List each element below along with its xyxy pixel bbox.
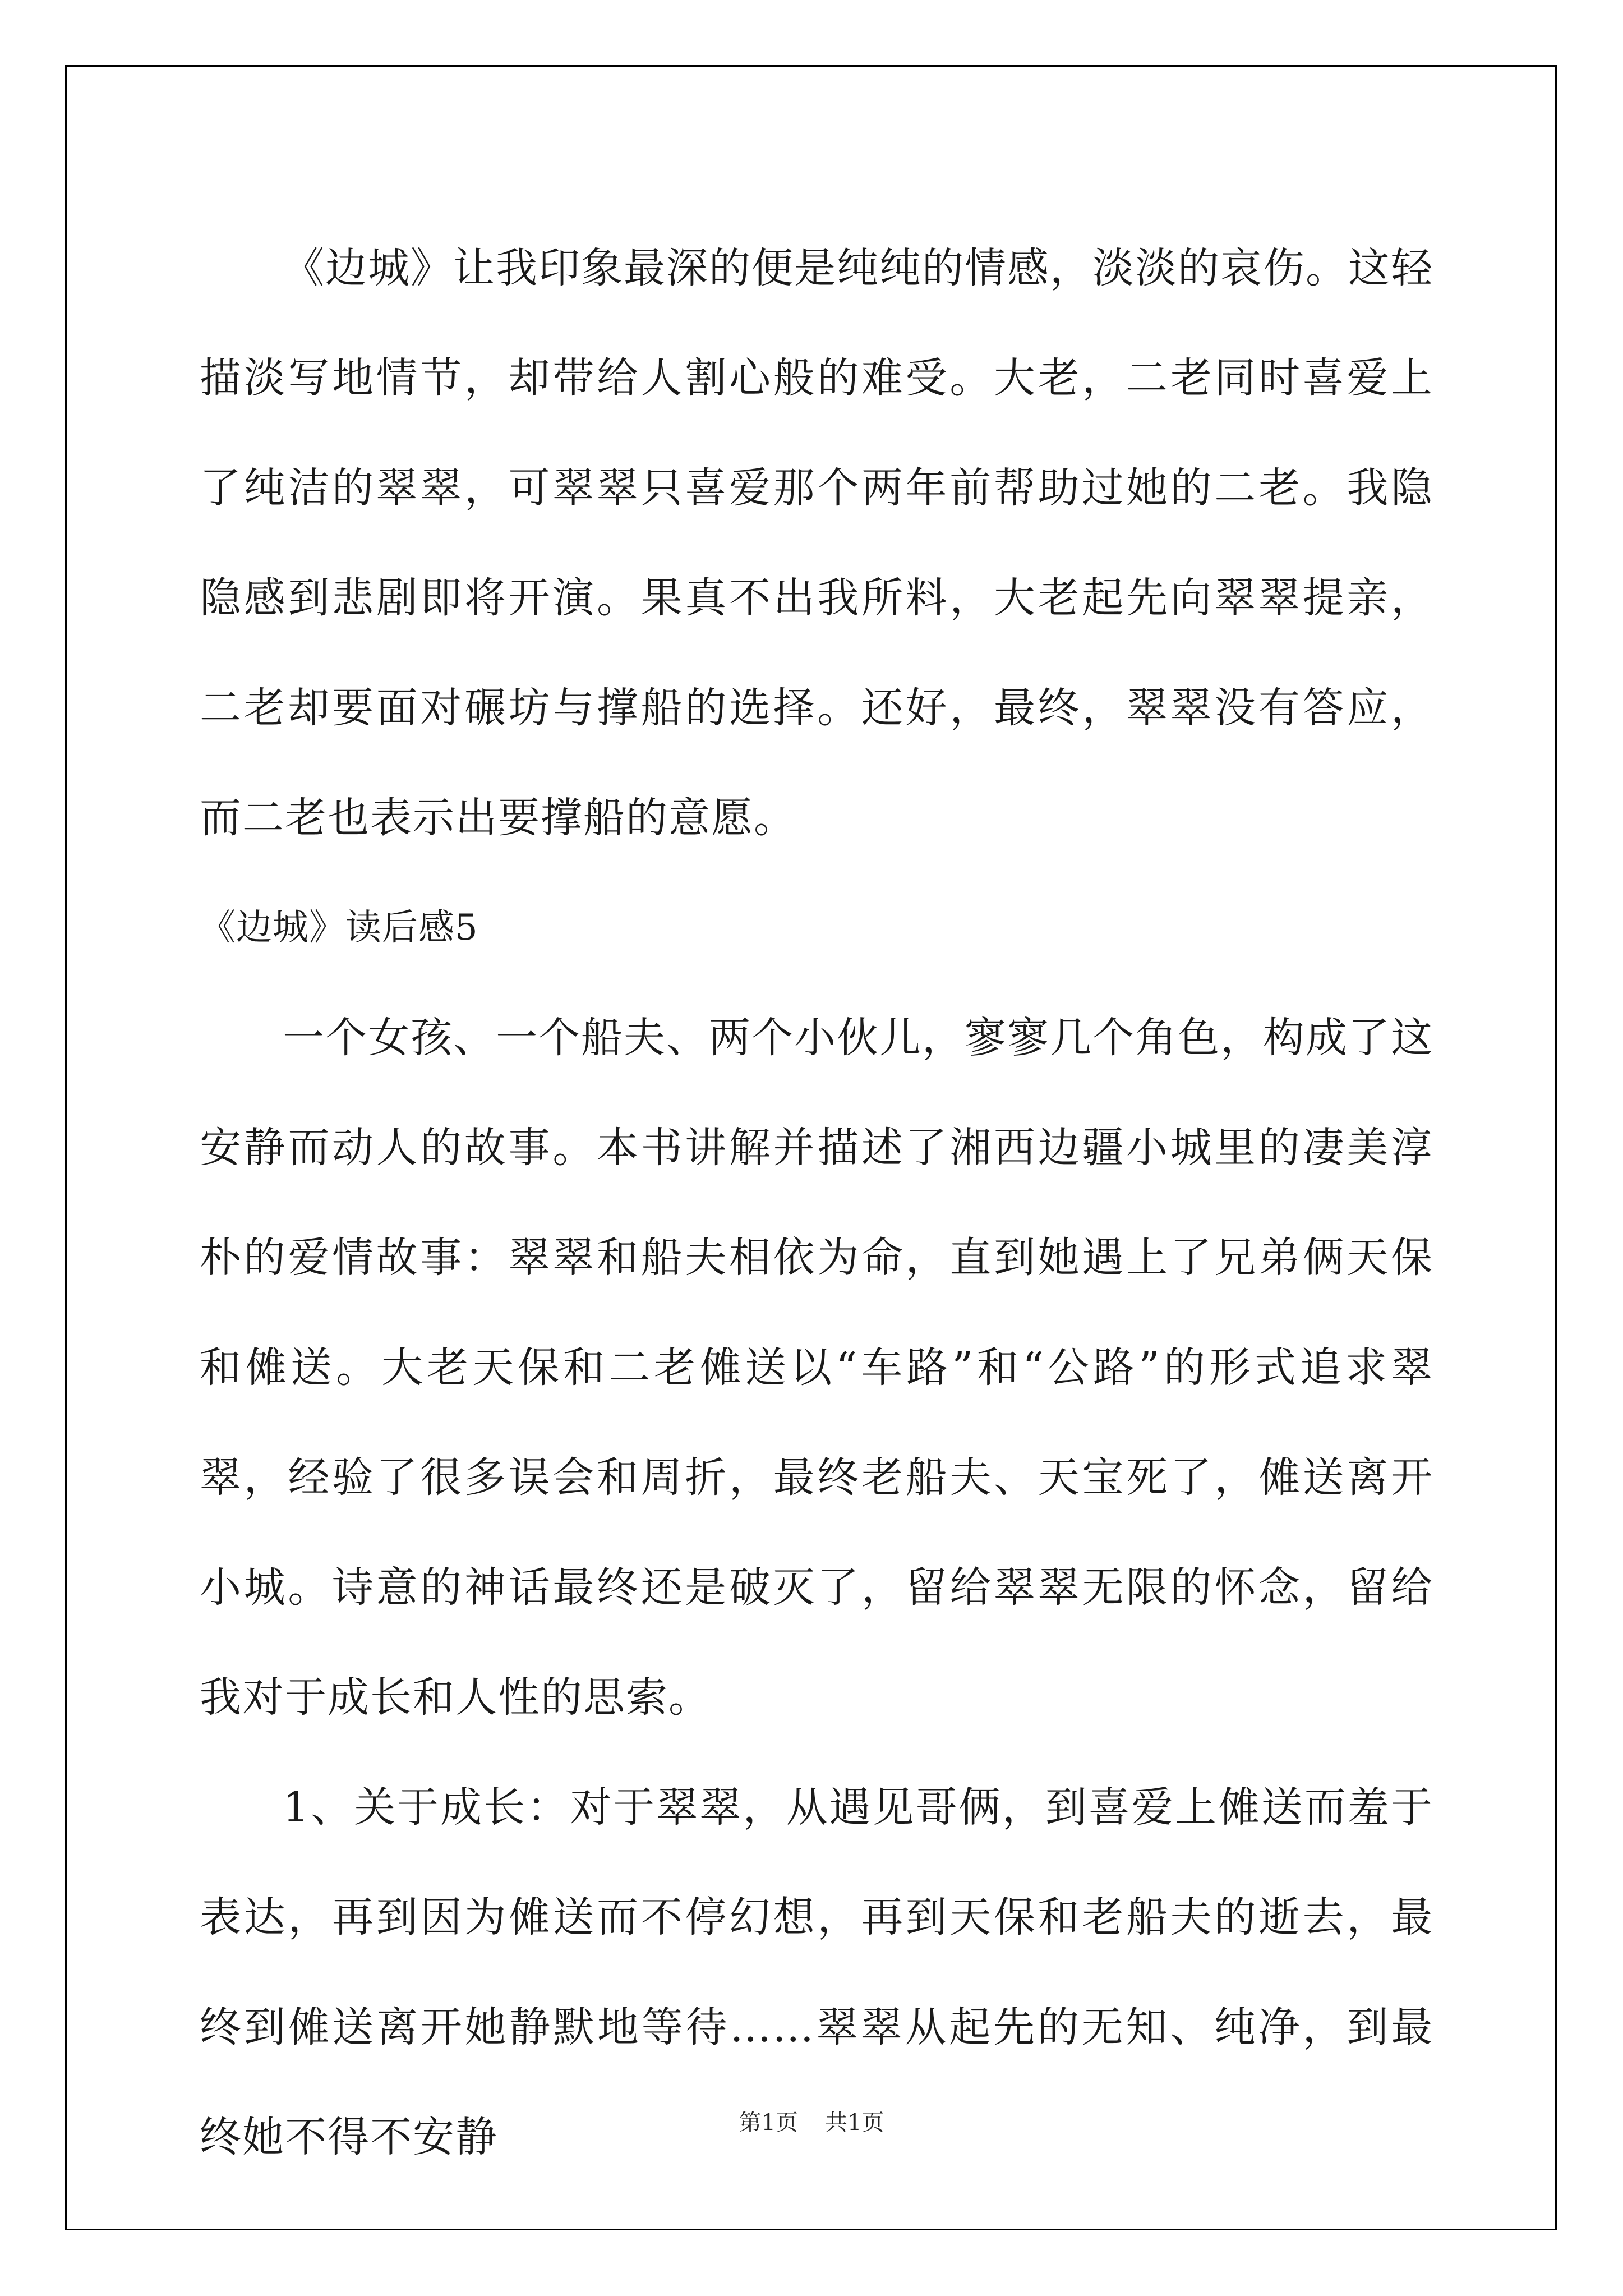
page-total: 共1页	[825, 2110, 884, 2136]
section-heading: 《边城》读后感5	[200, 907, 478, 949]
paragraph-body: 1、关于成长：对于翠翠，从遇见哥俩，到喜爱上傩送而羞于表达，再到因为傩送而不停幻想，再到天保和老船夫的逝去，最终到傩送离开她静默地等待……翠翠从起先的无知、纯净，到最终她不得不安静	[200, 1783, 1433, 2161]
paragraph-body: 一个女孩、一个船夫、两个小伙儿，寥寥几个角色，构成了这安静而动人的故事。本书讲解并描述了湘西边疆小城里的凄美淳朴的爱情故事：翠翠和船夫相依为命，直到她遇上了兄弟俩天保和傩送。大老天保和二老傩送以“车路”和“公路”的形式追求翠翠，经验了很多误会和周折，最终老船夫、天宝死了，傩送离开小城。诗意的神话最终还是破灭了，留给翠翠无限的怀念，留给我对于成长和人性的思索。	[200, 1014, 1433, 1722]
document-body	[200, 213, 1433, 2192]
page-number: 第1页	[739, 2110, 798, 2136]
paragraph-body: 《边城》让我印象最深的便是纯纯的情感，淡淡的哀伤。这轻描淡写地情节，却带给人割心般的难受。大老，二老同时喜爱上了纯洁的翠翠，可翠翠只喜爱那个两年前帮助过她的二老。我隐隐感到悲剧即将开演。果真不出我所料，大老起先向翠翠提亲，二老却要面对碾坊与撑船的选择。还好，最终，翠翠没有答应，而二老也表示出要撑船的意愿。	[200, 244, 1433, 842]
page-footer	[0, 2106, 1623, 2139]
